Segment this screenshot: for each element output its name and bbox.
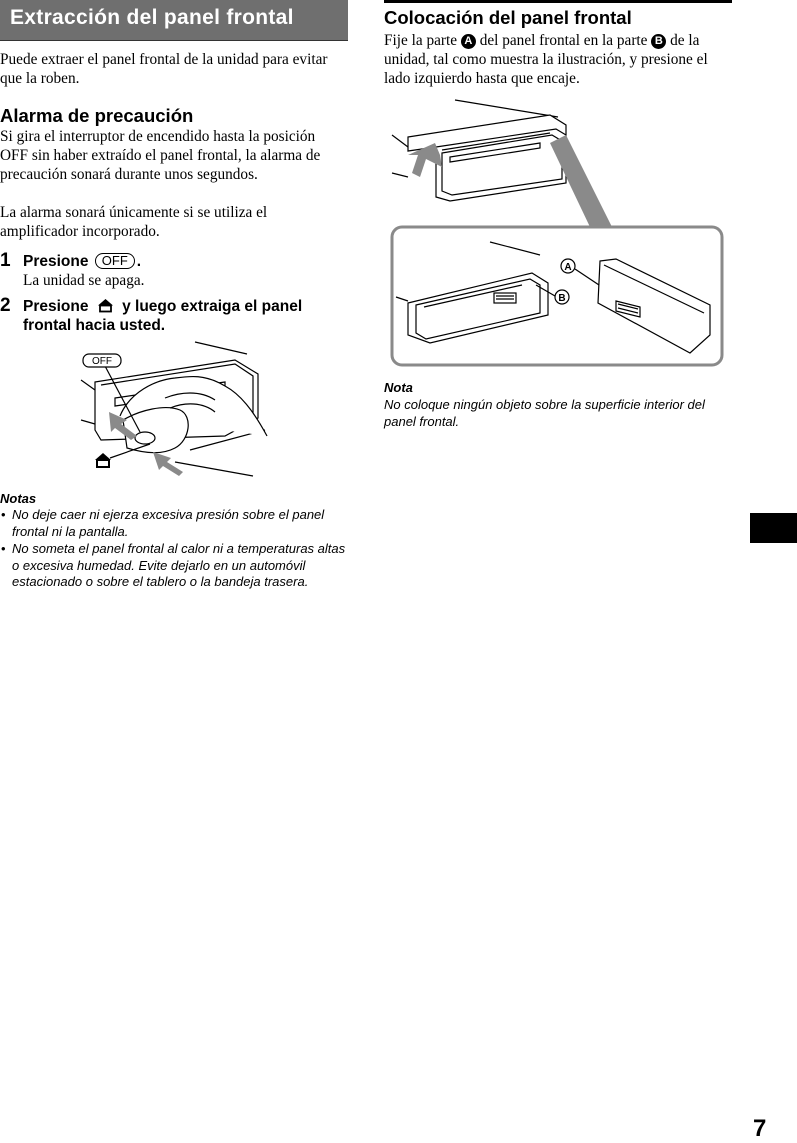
attach-heading: Colocación del panel frontal (384, 7, 632, 28)
panel-attach-illustration (390, 95, 725, 370)
attach-note-title: Nota (384, 380, 413, 395)
step-1-detail: La unidad se apaga. (23, 272, 145, 289)
attach-note-text: No coloque ningún objeto sobre la superficie interior del panel frontal. (384, 397, 705, 429)
bullet-1: • (1, 507, 6, 522)
step-2-pre: Presione (23, 298, 89, 315)
release-button-icon (97, 298, 114, 313)
step-1-number: 1 (0, 250, 11, 271)
intro-paragraph: Puede extraer el panel frontal de la unidad para evitar que la roben. (0, 51, 328, 87)
section-banner (0, 0, 348, 41)
alarm-paragraph-2: La alarma sonará únicamente si se utiliza el amplificador incorporado. (0, 204, 268, 240)
step-1-pre: Presione (23, 253, 89, 270)
bullet-2: • (1, 541, 6, 556)
marker-b-icon: B (651, 34, 666, 49)
attach-text-1: Fije la parte (384, 32, 458, 49)
page-number: 7 (753, 1115, 767, 1142)
fig-release-icon (95, 453, 111, 467)
step-2-post: y luego extraiga el panel frontal hacia usted. (23, 298, 303, 334)
notes-title: Notas (0, 491, 37, 506)
attach-text-3: de la unidad, tal como muestra la ilustración, y presione el lado izquierdo hasta que encaje. (384, 32, 708, 87)
fig-off-label: OFF (92, 356, 112, 367)
section-rule (384, 0, 732, 3)
note-2-text: No someta el panel frontal al calor ni a temperaturas altas o excesiva humedad. Evite dejarlo en un automóvil estacionado o sobre el tablero o la bandeja trasera. (12, 541, 346, 589)
step-2-number: 2 (0, 295, 11, 316)
section-tab-marker (750, 513, 797, 543)
alarm-paragraph-1: Si gira el interruptor de encendido hasta la posición OFF sin haber extraído el panel frontal, la alarma de precaución sonará durante unos segundos. (0, 128, 321, 183)
attach-text-2: del panel frontal en la parte (479, 32, 648, 49)
alarm-heading: Alarma de precaución (0, 105, 194, 126)
fig-label-b: B (558, 293, 566, 304)
fig-label-a: A (564, 262, 572, 273)
attach-paragraph (384, 31, 730, 88)
step-1-instruction (23, 252, 343, 271)
step-2-instruction (23, 297, 343, 335)
off-key-icon: OFF (95, 253, 135, 269)
note-item-2 (1, 541, 348, 591)
note-1-text: No deje caer ni ejerza excesiva presión sobre el panel frontal ni la pantalla. (12, 507, 325, 539)
section-title: Extracción del panel frontal (10, 6, 294, 29)
step-1-post: . (136, 253, 142, 270)
pull-arrow-icon (153, 452, 183, 476)
panel-removal-illustration (75, 340, 275, 485)
marker-a-icon: A (461, 34, 476, 49)
note-item-1 (1, 507, 346, 540)
